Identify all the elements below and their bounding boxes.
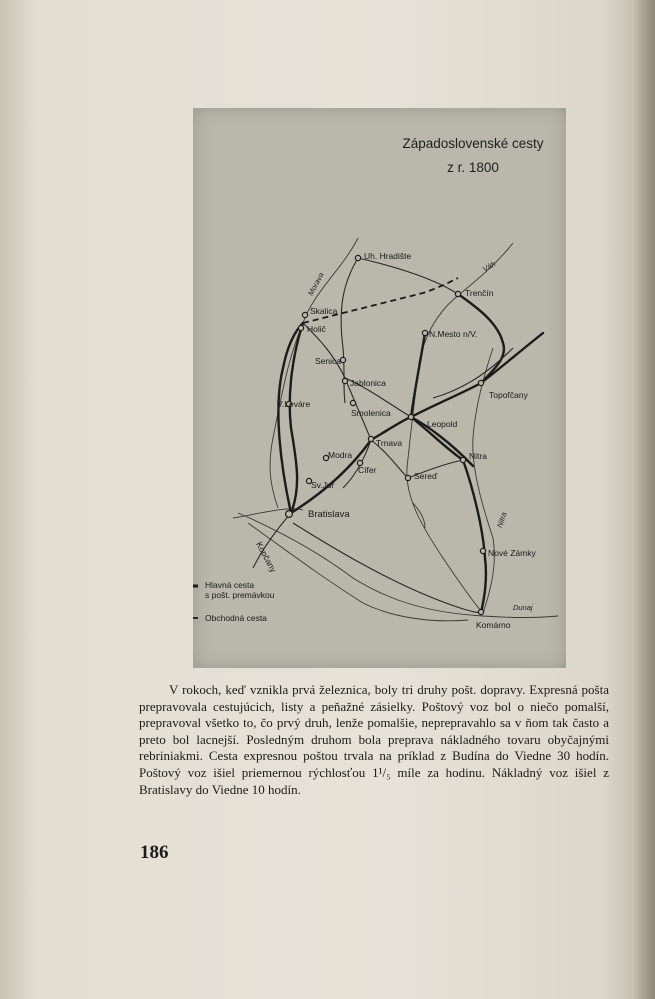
city-smolenica: Smolenica xyxy=(351,408,391,418)
city-cifer: Cífer xyxy=(358,465,377,475)
city-uh-hradiste: Uh. Hradište xyxy=(364,251,412,261)
river-label-morava: Morava xyxy=(306,270,326,298)
trade-road xyxy=(303,278,458,323)
marker-skalica xyxy=(302,312,307,317)
main-road-trnava-leopold xyxy=(371,417,411,440)
marker-nove-zamky xyxy=(480,548,485,553)
marker-trencin xyxy=(455,291,460,296)
marker-topolcany xyxy=(478,380,483,385)
city-v-levare: V.Leváre xyxy=(277,399,311,409)
city-n-mesto: N.Mesto n/V. xyxy=(429,329,478,339)
city-sv-jur: Sv.Jur xyxy=(311,480,335,490)
marker-sered xyxy=(405,475,410,480)
legend-main-road xyxy=(205,580,274,600)
city-bratislava: Bratislava xyxy=(308,509,350,520)
marker-n-mesto xyxy=(422,330,427,335)
marker-smolenica xyxy=(350,400,355,405)
marker-holic xyxy=(298,325,303,330)
map-title-line2: z r. 1800 xyxy=(447,160,499,175)
main-road-west-2 xyxy=(290,323,303,513)
body-text xyxy=(139,682,609,798)
marker-trnava xyxy=(368,436,373,441)
marker-senica xyxy=(340,357,345,362)
marker-bratislava xyxy=(286,511,293,518)
river-label-vah: Váh xyxy=(481,259,498,274)
legend-trade-road: Obchodná cesta xyxy=(205,613,267,623)
city-sered: Sereď xyxy=(414,471,438,481)
body-paragraph: V rokoch, keď vznikla prvá železnica, boly tri druhy pošt. dopravy. Expresná pošta prepravovala cestujúcich, listy a peňažné zásielky. Poštový voz bol o niečo pomalší, prepravoval všetko to, čo prvý druh, lenže pomalšie, neprepravahlo sa v ňom tak často a preto bol lacnejší. Posledným druhom bola preprava nákladného tovaru obyčajnými rebriniakmi. Cesta expresnou poštou trvala na príklad z Budína do Viedne 30 hodín. Poštový voz išiel priemernou rýchlosťou 1¹/₅ míle za hodinu. Nákladný voz išiel z Bratislavy do Viedne 10 hodín. xyxy=(139,682,609,797)
city-trnava: Trnava xyxy=(376,438,403,448)
map-title xyxy=(388,132,558,180)
main-road-nmesto xyxy=(411,333,425,417)
marker-jablonica xyxy=(342,378,347,383)
marker-nitra xyxy=(460,457,465,462)
main-road-leopold-topolcany xyxy=(411,333,543,417)
historical-road-map xyxy=(193,108,566,668)
marker-uh-hradiste xyxy=(355,255,360,260)
city-jablonica: Jablonica xyxy=(350,378,386,388)
city-trencin: Trenčín xyxy=(465,288,494,298)
city-holic: Holič xyxy=(307,324,326,334)
river-dunaj xyxy=(238,510,558,618)
marker-leopold xyxy=(408,414,413,419)
city-leopold: Leopold xyxy=(427,419,458,429)
page-spine-shadow xyxy=(633,0,655,999)
map-title-line1: Západoslovenské cesty xyxy=(402,136,544,151)
city-kopcany: Kopčany xyxy=(254,540,279,574)
city-nove-zamky: Nové Zámky xyxy=(488,548,536,558)
river-nitra xyxy=(473,348,495,613)
river-dunaj-arm xyxy=(248,523,468,621)
city-topolcany: Topoľčany xyxy=(489,390,528,400)
page-number: 186 xyxy=(140,842,169,863)
river-label-dunaj: Dunaj xyxy=(513,603,533,612)
river-label-nitra: Nitra xyxy=(495,510,509,529)
city-modra: Modra xyxy=(328,450,353,460)
city-komarno: Komárno xyxy=(476,620,511,630)
city-senica: Senica xyxy=(315,356,341,366)
legend-main-line1: Hlavná cesta xyxy=(205,580,255,590)
legend-main-line2: s pošt. premávkou xyxy=(205,590,275,600)
city-skalica: Skalica xyxy=(310,306,338,316)
marker-komarno xyxy=(478,609,483,614)
city-nitra: Nitra xyxy=(469,451,487,461)
